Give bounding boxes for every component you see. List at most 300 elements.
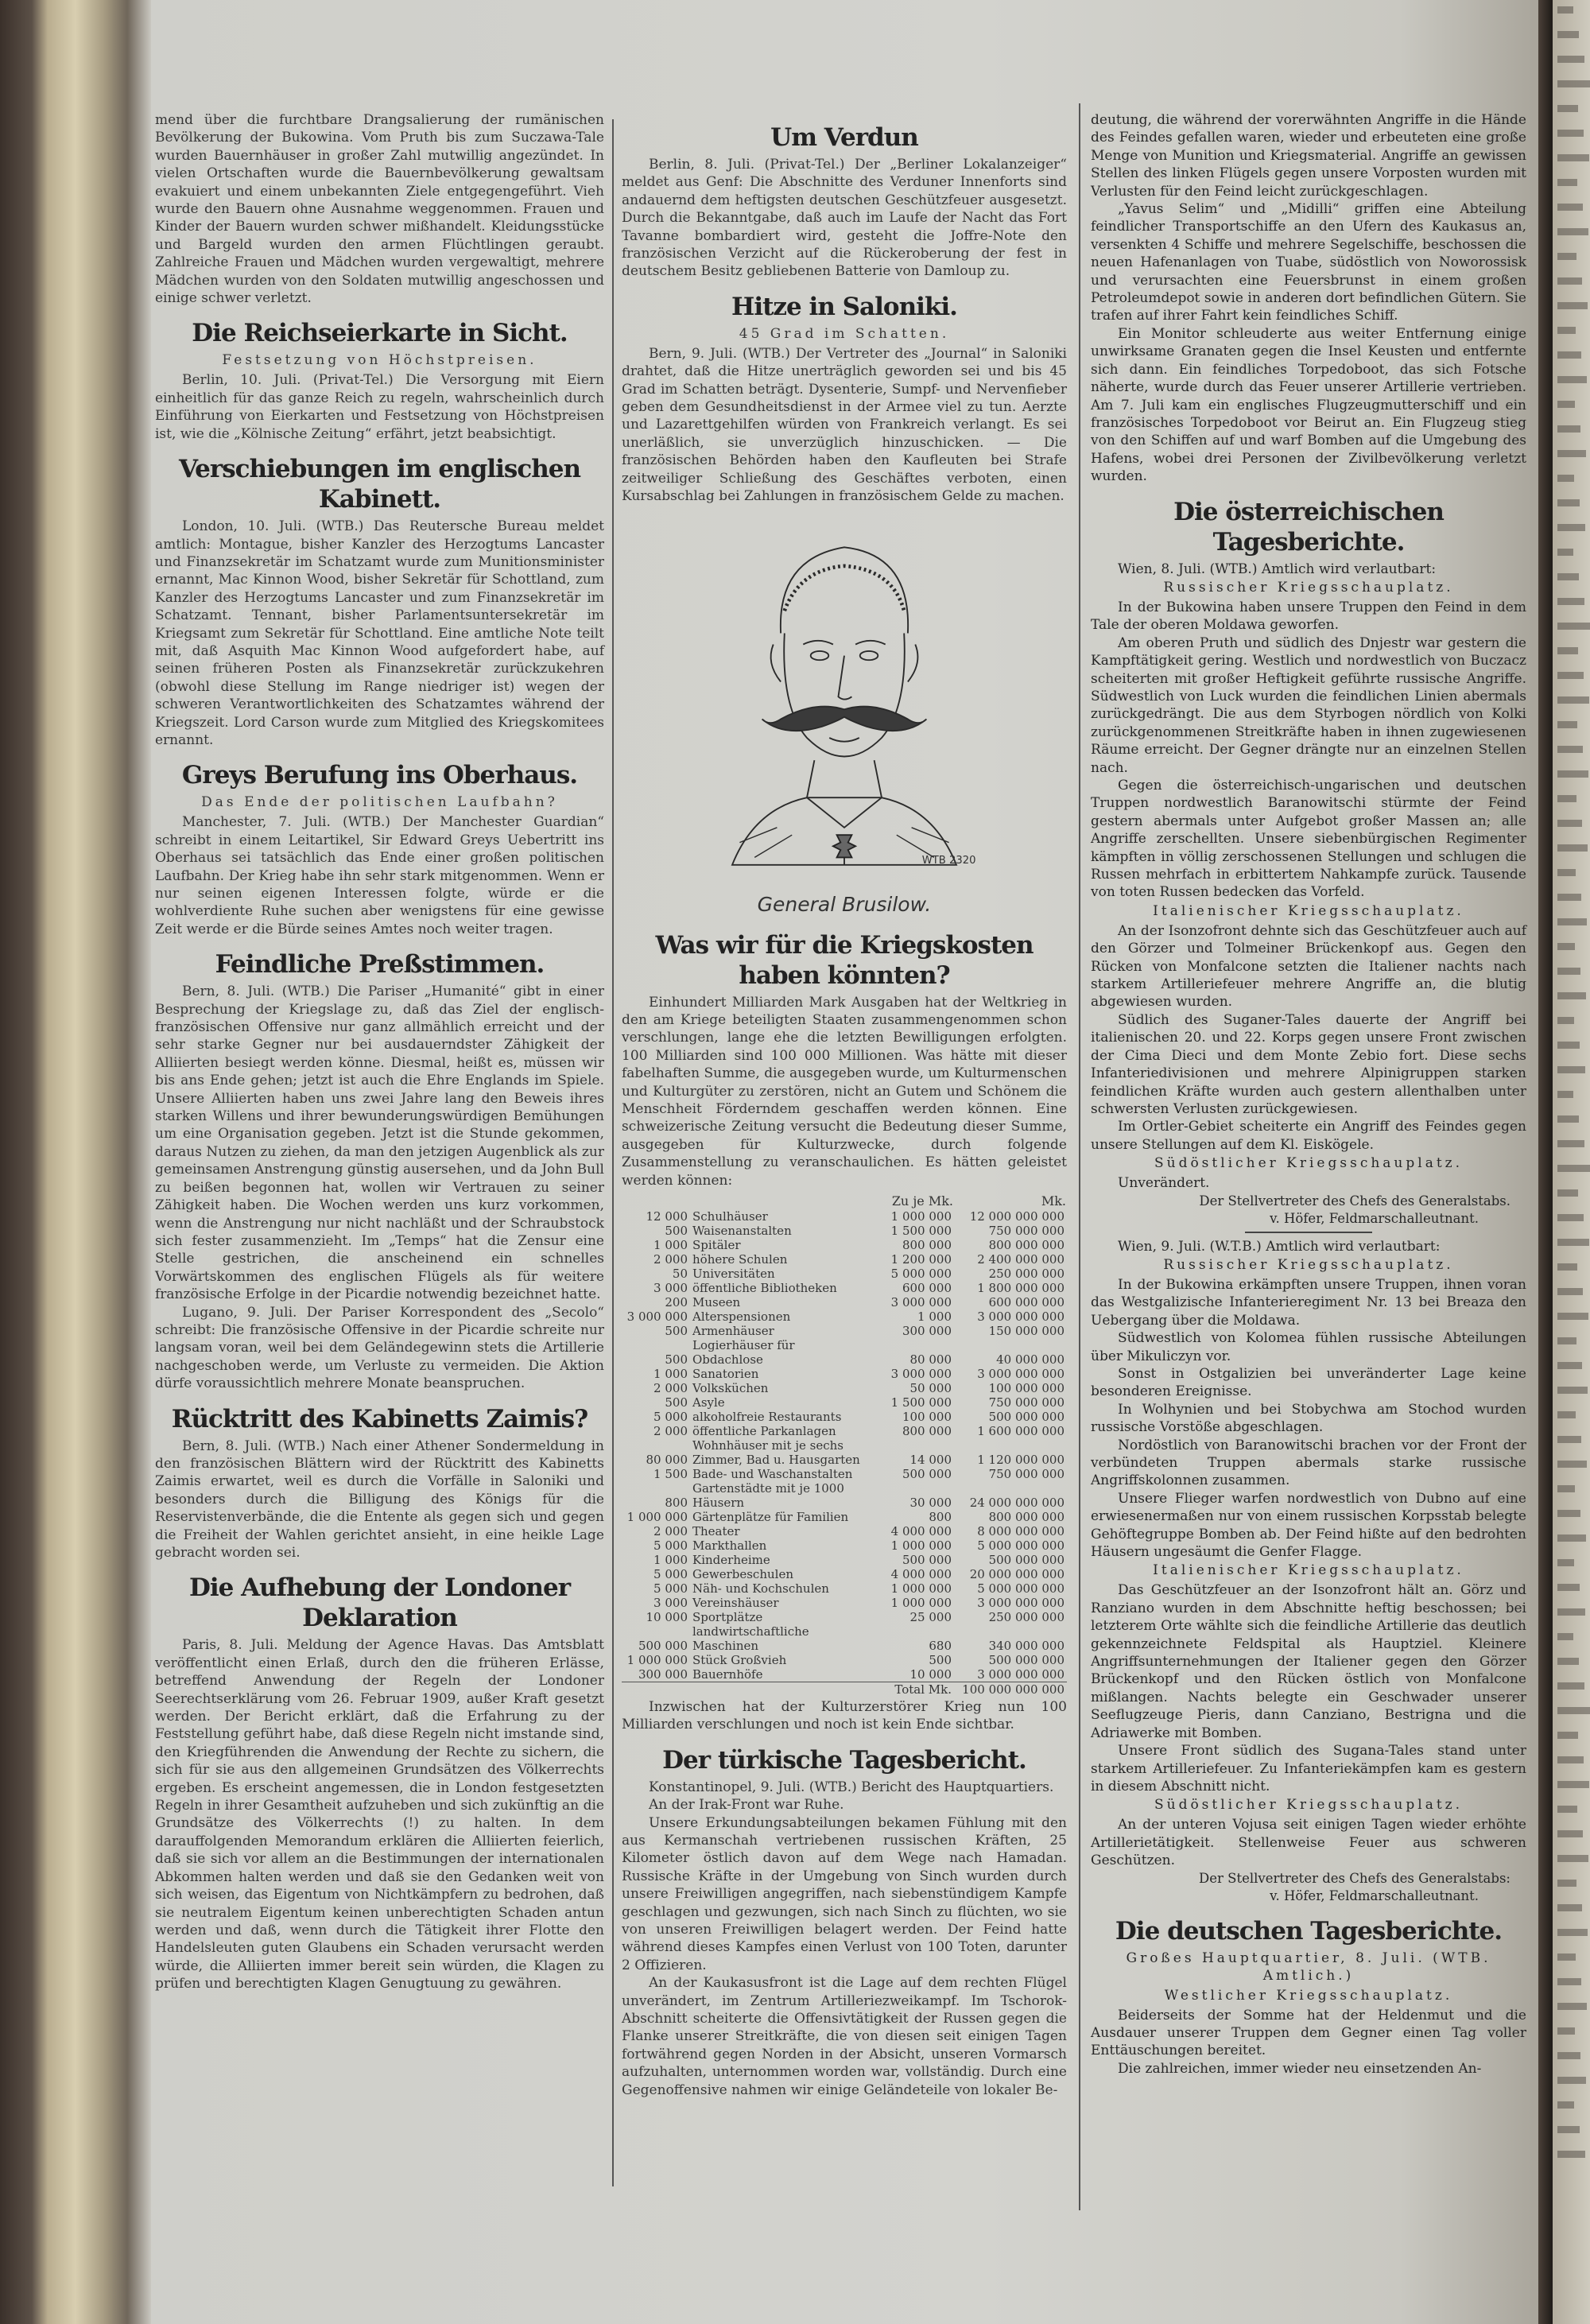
row-per-unit: 1 000 000 <box>890 1595 952 1610</box>
adjacent-page-text-fragment <box>1557 394 1590 419</box>
adjacent-page-text-fragment <box>1557 2021 1590 2046</box>
table-row <box>622 1510 1067 1524</box>
portrait-illustration <box>622 514 1067 919</box>
article-paragraph: Südwestlich von Kolomea fühlen russische Abteilungen über Mikuliczyn vor. <box>1091 1330 1526 1364</box>
adjacent-page-text-fragment <box>1557 813 1590 838</box>
row-count: 5 000 <box>653 1409 688 1424</box>
adjacent-page-text-fragment <box>1557 616 1590 641</box>
row-total: 500 000 000 <box>988 1409 1065 1424</box>
header-total: Mk. <box>1041 1193 1066 1209</box>
article-paragraph: Gegen die österreichisch-ungarischen und deutschen Truppen nordwestlich Baranowitschi stürmte der Feind gestern abermals unter Aufgebot großer Massen an; alle Angriffe zerschellten. Unsere siebenbürgischen Regimenter kämpften in völlig zerschossenen Stellungen und schlugen die Russen mehrfach in erbittertem Nahkampfe zurück. Tausende von toten Russen bedecken das Vorfeld. <box>1091 778 1526 901</box>
adjacent-page-text-fragment <box>1557 1183 1590 1208</box>
adjacent-page-text-fragment <box>1557 1701 1590 1725</box>
adjacent-page-text-fragment <box>1557 567 1590 592</box>
table-row <box>622 1438 1067 1467</box>
row-per-unit: 800 <box>929 1509 952 1524</box>
row-count: 200 <box>665 1294 688 1309</box>
table-row <box>622 1610 1067 1624</box>
article-paragraph: Bern, 8. Juli. (WTB.) Nach einer Athener Sondermeldung in den französischen Blättern wird der Rücktritt des Kabinetts Zaimis erwartet, weil es durch die Vorfälle in Saloniki und besonders durch die Billigung des Königs für die Reservistenverbände, die die Entente als gegen sich und gegen die Freiheit der Wahlen gerichtet ansieht, in eine heikle Lage gebracht worden sei. <box>155 1437 604 1561</box>
row-item: Asyle <box>692 1395 725 1410</box>
adjacent-page-text-fragment <box>1557 937 1590 961</box>
signature-line: Der Stellvertreter des Chefs des Generalstabs: <box>1199 1870 1510 1886</box>
article-paragraph: Unsere Erkundungsabteilungen bekamen Fühlung mit den aus Kermanschah vertriebenen russischen Kräften, 25 Kilometer östlich davon auf dem Wege nach Hamadan. Russische Kräfte in der Umgebung von Sinch wurden durch unsere Freiwilligen angegriffen, nach siebenstündigem Kampfe geschlagen und gezwungen, sich nach Sinch zu flüchten, wo sie von unseren Freiwilligen belagert werden. Der Feind hatte während dieses Kampfes einen Verlust von 100 Toten, darunter 2 Offizieren. <box>622 1814 1067 1973</box>
adjacent-page-text-fragment <box>1557 1134 1590 1158</box>
header-spacer <box>690 1193 870 1209</box>
article-headline: Der türkische Tagesbericht. <box>662 1745 1026 1775</box>
row-item: höhere Schulen <box>692 1251 788 1267</box>
row-count: 300 000 <box>638 1666 688 1682</box>
row-item: Theater <box>692 1523 740 1538</box>
article-paragraph: Im Ortler-Gebiet scheiterte ein Angriff des Feindes gegen unsere Stellungen auf dem Kl. Eiskögele. <box>1091 1119 1526 1153</box>
table-row <box>622 1538 1067 1553</box>
table-row <box>622 1424 1067 1438</box>
row-per-unit: 30 000 <box>909 1495 952 1510</box>
adjacent-page-text-fragment <box>1557 1627 1590 1651</box>
article-paragraph: Wien, 9. Juli. (W.T.B.) Amtlich wird verlautbart: <box>1118 1238 1441 1255</box>
table-row <box>622 1524 1067 1538</box>
article-headline: Hitze in Saloniki. <box>731 292 957 321</box>
row-item: Spitäler <box>692 1237 741 1252</box>
article-paragraph: Manchester, 7. Juli. (WTB.) Der Manchester Guardian“ schreibt in einem Leitartikel, Sir Edward Greys Uebertritt ins Oberhaus sei tatsächlich das Ende einer großen politischen Laufbahn. Der Krieg habe ihn sehr stark mitgenommen. Wenn er nur seinen eigenen Interessen folgte, würde er die wohlverdiente Ruhe suchen aber wenigstens für eine gewisse Zeit werde er die Bürde seines Amtes noch weiter tragen. <box>155 814 604 937</box>
row-per-unit: 800 000 <box>902 1237 952 1252</box>
row-item: Kinderheime <box>692 1552 770 1567</box>
row-item: Schulhäuser <box>692 1209 768 1224</box>
adjacent-page-text-fragment <box>1557 1454 1590 1479</box>
adjacent-page-text-fragment <box>1557 1750 1590 1775</box>
row-total: 750 000 000 <box>988 1395 1065 1410</box>
adjacent-page-text-fragment <box>1557 1282 1590 1306</box>
subheading: Südöstlicher Kriegsschauplatz. <box>1154 1797 1464 1814</box>
row-total: 3 000 000 000 <box>977 1366 1065 1381</box>
adjacent-page-text-fragment <box>1557 493 1590 518</box>
row-total: 3 000 000 000 <box>977 1666 1065 1682</box>
row-per-unit: 1 500 000 <box>890 1223 952 1238</box>
header-per-unit: Zu je Mk. <box>891 1193 953 1209</box>
article-paragraph: An der Isonzofront dehnte sich das Geschützfeuer auch auf den Görzer und Tolmeiner Brückenkopf aus. Gegen den Rücken von Monfalcone setzten die Italiener nachts nach starkem Artilleriefeuer mehrere Angriffe an, die blutig abgewiesen wurden. <box>1091 922 1526 1011</box>
row-per-unit: 100 000 <box>902 1409 952 1424</box>
adjacent-page-text-fragment <box>1557 1232 1590 1257</box>
cost-table-header <box>622 1193 1067 1209</box>
adjacent-page-text-fragment <box>1557 1528 1590 1553</box>
subheading: Festsetzung von Höchstpreisen. <box>222 352 537 369</box>
adjacent-page-text-fragment <box>1557 1257 1590 1282</box>
table-row <box>622 1381 1067 1395</box>
article-paragraph: Einhundert Milliarden Mark Ausgaben hat der Weltkrieg in den am Kriege beteiligten Staaten zusammengenommen schon verschlungen, lange ehe die letzten Bewilligungen erfolgten. 100 Milliarden sind 100 000 Millionen. Was hätte mit dieser fabelhaften Summe, die ausgegeben wurde, um Kulturmenschen und Kulturgüter zu zerstören, nicht an Gutem und Schönem die Menschheit Förderndem geschaffen werden können. Eine schweizerische Zeitung versucht die Bedeutung dieser Summe, ausgegeben für Kulturzwecke, durch folgende Zusammenstellung zu veranschaulichen. Es hätten geleistet werden können: <box>622 994 1067 1189</box>
adjacent-page-text-fragment <box>1557 1405 1590 1430</box>
adjacent-page-text-fragment <box>1557 2144 1590 2169</box>
column-rule <box>1079 103 1080 2210</box>
row-total: 24 000 000 000 <box>969 1495 1065 1510</box>
adjacent-page-text-fragment <box>1557 1824 1590 1849</box>
subheading: Russischer Kriegsschauplatz. <box>1163 579 1454 596</box>
adjacent-page-text-fragment <box>1557 222 1590 246</box>
table-row <box>622 1653 1067 1667</box>
row-item: Alterspensionen <box>692 1309 791 1324</box>
article-paragraph: Nordöstlich von Baranowitschi brachen vor der Front der verbündeten Truppen abermals starke russische Angriffskolonnen zusammen. <box>1091 1437 1526 1489</box>
adjacent-page-text-fragment <box>1557 961 1590 986</box>
subheading: Südöstlicher Kriegsschauplatz. <box>1154 1155 1464 1172</box>
row-item: Gartenstädte mit je 1000 Häusern <box>692 1480 844 1510</box>
article-paragraph: Wien, 8. Juli. (WTB.) Amtlich wird verlautbart: <box>1118 561 1437 577</box>
row-item: Sportplätze <box>692 1609 763 1624</box>
adjacent-page-text-fragment <box>1557 0 1590 25</box>
adjacent-page-text-fragment <box>1557 25 1590 49</box>
row-count: 3 000 000 <box>626 1309 688 1324</box>
row-total: 750 000 000 <box>988 1466 1065 1481</box>
row-count: 2 000 <box>653 1380 688 1395</box>
adjacent-page-text-fragment <box>1557 2095 1590 2120</box>
row-per-unit: 600 000 <box>902 1280 952 1295</box>
row-count: 500 <box>665 1395 688 1410</box>
row-per-unit: 14 000 <box>909 1452 952 1467</box>
adjacent-page-text-fragment <box>1557 1676 1590 1701</box>
adjacent-page-text-fragment <box>1557 715 1590 739</box>
article-paragraph: Unsere Front südlich des Sugana-Tales stand unter starkem Artilleriefeuer. Zu Infanteriekämpfen kam es gestern in diesem Abschnitt nicht. <box>1091 1743 1526 1794</box>
adjacent-page-text-fragment <box>1557 592 1590 616</box>
table-row <box>622 1209 1067 1224</box>
row-item: Waisenanstalten <box>692 1223 792 1238</box>
row-count: 500 000 <box>638 1638 688 1653</box>
row-item: Universitäten <box>692 1266 775 1281</box>
row-total: 20 000 000 000 <box>969 1566 1065 1581</box>
adjacent-page-text-fragment <box>1557 1060 1590 1084</box>
signature-name: v. Höfer, Feldmarschalleutnant. <box>1270 1210 1479 1226</box>
column-rule <box>612 119 614 2186</box>
table-row <box>622 1553 1067 1567</box>
article-headline: Rücktritt des Kabinetts Zaimis? <box>171 1404 588 1434</box>
adjacent-page-text-fragment <box>1557 986 1590 1011</box>
adjacent-page-text-fragment <box>1557 1577 1590 1602</box>
row-count: 12 000 <box>646 1209 688 1224</box>
row-item: Näh- und Kochschulen <box>692 1581 829 1596</box>
adjacent-page-text-fragment <box>1557 345 1590 370</box>
article-paragraph: Lugano, 9. Juli. Der Pariser Korrespondent des „Secolo“ schreibt: Die französische Offensive in der Picardie schreite nur langsam voran, weil bei dem Geländegewinn stets die Artillerie nachgeschoben werde, um Verluste zu vermeiden. Die Aktion dürfe voraussichtlich mehrere Monate beanspruchen. <box>155 1304 604 1392</box>
row-item: alkoholfreie Restaurants <box>692 1409 842 1424</box>
adjacent-page-text-fragment <box>1557 1158 1590 1183</box>
row-count: 5 000 <box>653 1581 688 1596</box>
table-row <box>622 1338 1067 1367</box>
row-count: 800 <box>665 1495 688 1510</box>
article-paragraph: In der Bukowina haben unsere Truppen den Feind in dem Tale der oberen Moldawa geworfen. <box>1091 599 1526 634</box>
article-paragraph: Unverändert. <box>1118 1175 1210 1192</box>
adjacent-page-edge <box>1553 0 1590 2324</box>
article-paragraph: Am oberen Pruth und südlich des Dnjestr war gestern die Kampftätigkeit gering. Westlich und nordwestlich von Buczacz scheiterten mit großer Heftigkeit geführte russische Angriffe. Südwestlich von Luck wurden die feindlichen Linien abermals zurückgedrängt. Die aus dem Styrbogen nördlich von Kolki zurückgenommenen Streitkräfte haben in ihnen zugewiesenen Räume erreicht. Der Gegner drängte nur an einzelnen Stellen nach. <box>1091 634 1526 776</box>
adjacent-page-text-fragment <box>1557 838 1590 863</box>
adjacent-page-text-fragment <box>1557 542 1590 567</box>
adjacent-page-text-fragment <box>1557 1898 1590 1922</box>
adjacent-page-text-fragment <box>1557 49 1590 74</box>
article-headline: Die deutschen Tagesberichte. <box>1115 1916 1503 1946</box>
adjacent-page-text-fragment <box>1557 1873 1590 1898</box>
adjacent-page-text-fragment <box>1557 863 1590 887</box>
row-per-unit: 500 <box>929 1652 952 1667</box>
article-paragraph: deutung, die während der vorerwähnten Angriffe in die Hände des Feindes gefallen waren, wieder und erbeuteten eine große Menge von Munition und Kriegsmaterial. Angriffe an gewissen Stellen des linken Flügels gegen unsere Vorposten wurden mit Verlusten für den Feind leicht zurückgeschlagen. <box>1091 112 1526 200</box>
adjacent-page-text-fragment <box>1557 444 1590 468</box>
adjacent-page-text-fragment <box>1557 641 1590 665</box>
subheading: Großes Hauptquartier, 8. Juli. (WTB. Amtlich.) <box>1126 1950 1491 1984</box>
article-paragraph: Die zahlreichen, immer wieder neu einsetzenden An- <box>1118 2060 1482 2077</box>
adjacent-page-text-fragment <box>1557 419 1590 444</box>
subheading: Italienischer Kriegsschauplatz. <box>1153 902 1464 919</box>
adjacent-page-text-fragment <box>1557 764 1590 789</box>
artist-signature: WTB 2320 <box>921 854 976 867</box>
row-count: 2 000 <box>653 1423 688 1438</box>
article-headline: Um Verdun <box>770 123 918 152</box>
row-per-unit: 1 500 000 <box>890 1395 952 1410</box>
adjacent-page-text-fragment <box>1557 1775 1590 1799</box>
row-count: 1 000 <box>653 1366 688 1381</box>
row-count: 3 000 <box>653 1595 688 1610</box>
adjacent-page-text-fragment <box>1557 2120 1590 2144</box>
row-item: Logierhäuser für Obdachlose <box>692 1337 795 1367</box>
page-gutter <box>1538 0 1553 2324</box>
subheading: Russischer Kriegsschauplatz. <box>1163 1256 1454 1273</box>
article-paragraph: Sonst in Ostgalizien bei unveränderter Lage keine besonderen Ereignisse. <box>1091 1365 1526 1400</box>
row-item: Sanatorien <box>692 1366 759 1381</box>
row-count: 1 000 000 <box>626 1652 688 1667</box>
table-row <box>622 1567 1067 1581</box>
separator-rule <box>1245 1232 1372 1233</box>
column-middle <box>622 111 1067 2099</box>
adjacent-page-text-fragment <box>1557 1602 1590 1627</box>
table-row <box>622 1410 1067 1424</box>
article-paragraph: mend über die furchtbare Drangsalierung der rumänischen Bevölkerung der Bukowina. Vom Pruth bis zum Suczawa-Tale wurden Bauernhäuser in großer Zahl mutwillig angezündet. In vielen Ortschaften wurde die Bauernbevölkerung gewaltsam evakuiert und einem unbekannten Ziele entgegengeführt. Vieh wurde den Bauern ohne Ausnahme weggenommen. Frauen und Kinder der Bauern wurden schwer mißhandelt. Kleidungsstücke und Bargeld wurden den armen Flüchtlingen geraubt. Zahlreiche Frauen und Mädchen wurden vergewaltigt, mehrere Mädchen wurden von den Soldaten mutwillig angeschossen und einige schwer verletzt. <box>155 112 604 307</box>
article-paragraph: Konstantinopel, 9. Juli. (WTB.) Bericht des Hauptquartiers. <box>649 1779 1054 1795</box>
row-per-unit: 5 000 000 <box>890 1266 952 1281</box>
adjacent-page-text-fragment <box>1557 320 1590 345</box>
row-per-unit: 3 000 000 <box>890 1294 952 1309</box>
table-row <box>622 1367 1067 1381</box>
adjacent-page-text-fragment <box>1557 1849 1590 1873</box>
adjacent-page-text-fragment <box>1557 1651 1590 1676</box>
row-total: 340 000 000 <box>988 1638 1065 1653</box>
adjacent-page-text-fragment <box>1557 370 1590 394</box>
row-count: 1 500 <box>653 1466 688 1481</box>
row-item: Vereinshäuser <box>692 1595 779 1610</box>
portrait-caption: General Brusilow. <box>757 892 932 916</box>
row-total: 800 000 000 <box>988 1237 1065 1252</box>
row-item: Bade- und Waschanstalten <box>692 1466 853 1481</box>
row-per-unit: 500 000 <box>902 1466 952 1481</box>
row-count: 2 000 <box>653 1523 688 1538</box>
adjacent-page-text-fragment <box>1557 1479 1590 1503</box>
row-total: 750 000 000 <box>988 1223 1065 1238</box>
adjacent-page-text-fragment <box>1557 1947 1590 1972</box>
row-per-unit: 1 000 <box>917 1309 952 1324</box>
adjacent-page-text-fragment <box>1557 2046 1590 2070</box>
table-total-row <box>622 1682 1067 1697</box>
article-headline: Die Aufhebung der Londoner Deklaration <box>188 1573 571 1633</box>
table-row <box>622 1481 1067 1510</box>
row-per-unit: 1 000 000 <box>890 1209 952 1224</box>
row-per-unit: 10 000 <box>909 1666 952 1682</box>
row-total: 1 600 000 000 <box>977 1423 1065 1438</box>
article-paragraph: Das Geschützfeuer an der Isonzofront hält an. Görz und Ranziano wurden in dem Abschnitte heftig beschossen; bei letzterem Orte wählte sich die feindliche Artillerie das deutlich gekennzeichnete Feldspital als Hauptziel. Kleinere Angriffsunternehmungen der Italiener gegen den Görzer Brückenkopf und den Rücken östlich von Monfalcone mißlangen. Nachts belegte ein Geschwader unserer Seeflugzeuge Pieris, dann Canziano, Bestrigna und die Adriawerke mit Bomben. <box>1091 1582 1526 1741</box>
row-total: 5 000 000 000 <box>977 1581 1065 1596</box>
row-total: 250 000 000 <box>988 1609 1065 1624</box>
table-row <box>622 1395 1067 1410</box>
row-total: 100 000 000 <box>988 1380 1065 1395</box>
row-count: 80 000 <box>646 1452 688 1467</box>
article-paragraph: Inzwischen hat der Kulturzerstörer Krieg nun 100 Milliarden verschlungen und noch ist kein Ende sichtbar. <box>622 1698 1067 1733</box>
adjacent-page-text-fragment <box>1557 912 1590 937</box>
adjacent-page-text-fragment <box>1557 1972 1590 1996</box>
adjacent-page-text-fragment <box>1557 690 1590 715</box>
subheading: 45 Grad im Schatten. <box>739 325 950 342</box>
row-total: 5 000 000 000 <box>977 1538 1065 1553</box>
article-paragraph: Beiderseits der Somme hat der Heldenmut und die Ausdauer unserer Truppen dem Gegner einen Tag voller Enttäuschungen bereitet. <box>1091 2007 1526 2059</box>
signature-name: v. Höfer, Feldmarschalleutnant. <box>1270 1888 1479 1903</box>
article-paragraph: Bern, 9. Juli. (WTB.) Der Vertreter des „Journal“ in Saloniki drahtet, daß die Hitze unerträglich geworden sei und bis 45 Grad im Schatten beträgt. Dysenterie, Sumpf- und Nervenfieber geben dem Gesundheitsdienst in der Armee viel zu tun. Aerzte und Lazarettgehilfen würden von Frankreich verlangt. Es sei unerläßlich, sie unverzüglich hinzuschicken. — Die französischen Behörden haben den Kaufleuten bei Strafe zeitweiliger Schließung des Geschäftes verboten, einen Kursabschlag bei Zahlungen in französischem Gelde zu machen. <box>622 345 1067 505</box>
row-per-unit: 50 000 <box>909 1380 952 1395</box>
table-row <box>622 1295 1067 1309</box>
row-total: 12 000 000 000 <box>969 1209 1065 1224</box>
adjacent-page-text-fragment <box>1557 1725 1590 1750</box>
adjacent-page-text-fragment <box>1557 1331 1590 1356</box>
row-total: 2 400 000 000 <box>977 1251 1065 1267</box>
total-value: 100 000 000 000 <box>954 1682 1067 1697</box>
portrait-drawing-icon <box>705 514 983 887</box>
table-row <box>622 1309 1067 1324</box>
total-label: Total Mk. <box>870 1682 954 1697</box>
adjacent-page-text-fragment <box>1557 739 1590 764</box>
article-paragraph: Unsere Flieger warfen nordwestlich von Dubno auf eine erwiesenermaßen nur von einem russischen Korpsstab belegte Gehöftegruppe Bomben ab. Der Feind hißte auf den bedrohten Häusern ungesäumt die Genfer Flagge. <box>1091 1490 1526 1561</box>
row-per-unit: 3 000 000 <box>890 1366 952 1381</box>
row-count: 500 <box>665 1223 688 1238</box>
header-spacer <box>622 1193 690 1209</box>
adjacent-page-text-fragment <box>1557 468 1590 493</box>
adjacent-page-text-fragment <box>1557 518 1590 542</box>
adjacent-page-text-fragment <box>1557 1553 1590 1577</box>
adjacent-page-text-fragment <box>1557 1306 1590 1331</box>
row-total: 3 000 000 000 <box>977 1309 1065 1324</box>
article-paragraph: Südlich des Suganer-Tales dauerte der Angriff bei italienischen 20. und 22. Korps gegen unsere Front zwischen der Cima Dieci und dem Monte Zebio fort. Diese sechs Infanteriedivisionen und mehrere Alpinigruppen starken feindlichen Kräfte wurden auch gestern allenthalben unter schwersten Verlusten zurückgewiesen. <box>1091 1011 1526 1117</box>
adjacent-page-text-fragment <box>1557 1430 1590 1454</box>
row-per-unit: 680 <box>929 1638 952 1653</box>
table-row <box>622 1596 1067 1610</box>
row-item: Stück Großvieh <box>692 1652 787 1667</box>
adjacent-page-text-fragment <box>1557 1109 1590 1134</box>
table-row <box>622 1224 1067 1238</box>
row-item: öffentliche Bibliotheken <box>692 1280 837 1295</box>
article-paragraph: London, 10. Juli. (WTB.) Das Reutersche Bureau meldet amtlich: Montague, bisher Kanzler des Herzogtums Lancaster und Finanzsekretär im Schatzamt wurde zum Munitionsminister ernannt, Mac Kinnon Wood, bisher Sekretär für Schottland, zum Kanzler des Herzogtums Lancaster und zum Finanzsekretär im Schatzamt. Tennant, bisher Parlamentsuntersekretär im Kriegsamt zum Sekretär für Schottland. Eine amtliche Note teilt mit, daß Asquith Mac Kinnon Wood aufgefordert habe, auf seinen früheren Posten als Finanzsekretär zurückzukehren (obwohl diese Stellung im Range niedriger ist) wegen der schweren Verantwortlichkeiten des Schatzamtes während der Kriegszeit. Lord Carson wurde zum Mitglied des Kriegskomitees ernannt. <box>155 518 604 748</box>
adjacent-page-text-fragment <box>1557 1799 1590 1824</box>
table-row <box>622 1281 1067 1295</box>
row-count: 1 000 <box>653 1237 688 1252</box>
article-paragraph: Ein Monitor schleuderte aus weiter Entfernung einige unwirksame Granaten gegen die Insel Keusten und entfernte sich dann. Ein feindliches Torpedoboot, das sich Fotsche näherte, wurde durch das Feuer unserer Artillerie vertrieben. Am 7. Juli kam ein englisches Flugzeugmutterschiff und ein französisches Torpedoboot vor Beirut an. Ein Flugzeug stieg von den Schiffen auf und warf Bomben auf die Umgebung des Hafens, wobei drei Personen der Zivilbevölkerung verletzt wurden. <box>1091 325 1526 485</box>
article-headline: Verschiebungen im englischen Kabinett. <box>178 455 581 514</box>
row-count: 2 000 <box>653 1251 688 1267</box>
row-item: Bauernhöfe <box>692 1666 763 1682</box>
adjacent-page-text-fragment <box>1557 1208 1590 1232</box>
table-row <box>622 1238 1067 1252</box>
article-headline: Was wir für die Kriegskosten haben könnten? <box>655 930 1034 990</box>
column-left <box>155 111 604 1993</box>
row-total: 8 000 000 000 <box>977 1523 1065 1538</box>
row-count: 500 <box>665 1352 688 1367</box>
article-headline: Die österreichischen Tagesberichte. <box>1173 497 1444 557</box>
total-spacer <box>690 1682 870 1697</box>
adjacent-page-text-fragment <box>1557 271 1590 296</box>
row-total: 800 000 000 <box>988 1509 1065 1524</box>
row-per-unit: 25 000 <box>909 1609 952 1624</box>
row-item: Museen <box>692 1294 741 1309</box>
article-paragraph: „Yavus Selim“ und „Midilli“ griffen eine Abteilung feindlicher Transportschiffe an den Ufern des Kaukasus an, versenkten 4 Schiffe und mehrere Segelschiffe, beschossen die neuen Hafenanlagen von Tuabe, südöstlich von Noworossisk und verursachten eine Feuersbrunst in einem großen Petroleumdepot sowie in anderen dort befindlichen Gütern. Sie trafen auf ihrer Fahrt kein feindliches Schiff. <box>1091 201 1526 324</box>
adjacent-page-text-fragment <box>1557 197 1590 222</box>
article-paragraph: In Wolhynien und bei Stobychwa am Stochod wurden russische Vorstöße abgeschlagen. <box>1091 1401 1526 1436</box>
subheading: Das Ende der politischen Laufbahn? <box>201 794 558 811</box>
row-per-unit: 500 000 <box>902 1552 952 1567</box>
row-total: 1 800 000 000 <box>977 1280 1065 1295</box>
article-paragraph: Paris, 8. Juli. Meldung der Agence Havas. Das Amtsblatt veröffentlicht einen Erlaß, durch den die früheren Erlässe, betreffend Anwendung der Regeln der Londoner Seerechtserklärung vom 26. Februar 1909, außer Kraft gesetzt werden. Der Bericht erklärt, daß die Erfahrung zu der Feststellung geführt habe, daß diese Regeln nicht imstande sind, den Kriegführenden die Anwendung der Rechte zu sichern, die sich für sie aus den allgemeinen Grundsätzen des Völkerrechts ergeben. Es erscheint angemessen, die in London festgesetzten Regeln in ihrer Gesamtheit aufzuheben und sich zukünftig an die Grundsätze des Völkerrechts (!) zu halten. In dem darauffolgenden Memorandum erklären die Alliierten feierlich, daß sie sich vor allem an die Bestimmungen der internationalen Abkommen halten werden und daß sie den Gedanken weit von sich weisen, das Eigentum von Nichtkämpfern zu bedrohen, daß sie neutralem Eigentum keinen unberechtigten Schaden antun werden und daß, wenn durch die Tätigkeit ihrer Flotte den Handelsleuten guten Glaubens ein Schaden verursacht werden würde, die Alliierten immer bereit sein würden, die Klagen zu prüfen und berechtigten Klagen Genugtuung zu gewähren. <box>155 1637 604 1992</box>
row-per-unit: 1 000 000 <box>890 1581 952 1596</box>
adjacent-page-text-fragment <box>1557 123 1590 148</box>
adjacent-page-text-fragment <box>1557 1356 1590 1380</box>
row-item: öffentliche Parkanlagen <box>692 1423 836 1438</box>
article-headline: Feindliche Preßstimmen. <box>215 950 545 980</box>
row-item: Wohnhäuser mit je sechs Zimmer, Bad u. Hausgarten <box>692 1437 860 1467</box>
row-count: 1 000 000 <box>626 1509 688 1524</box>
row-total: 500 000 000 <box>988 1552 1065 1567</box>
row-total: 1 120 000 000 <box>977 1452 1065 1467</box>
table-row <box>622 1467 1067 1481</box>
adjacent-page-text-fragment <box>1557 1380 1590 1405</box>
column-right <box>1091 111 1526 2078</box>
table-row <box>622 1581 1067 1596</box>
article-paragraph: Bern, 8. Juli. (WTB.) Die Pariser „Humanité“ gibt in einer Besprechung der Kriegslage zu, daß das Ziel der englisch-französischen Offensive nur ganz allmählich erreicht und der sehr starke Gegner nur bei ausdauerndster Zähigkeit der Alliierten besiegt werden könne. Diesmal, heißt es, müssen wir bis ans Ende gehen; jetzt ist auch die Ehre Englands im Spiele. Unsere Alliierten haben uns zwei Jahre lang den Beweis ihres starken Willens und ihrer bewunderungswürdigen Bemühungen um eine Organisation gegeben. Jetzt ist die Stunde gekommen, daraus Nutzen zu ziehen, da man den jetzigen Augenblick als zur gemeinsamen Anstrengung günstig ausersehen, und da John Bull zu beißen begonnen hat, wollen wir Vertrauen zu seiner Zähigkeit haben. Die Wochen werden uns kurz vorkommen, wenn die Anstrengung nur nicht nachläßt und der Schraubstock sich fester zusammenzieht. Im „Temps“ hat die Zensur eine Stelle gestrichen, die anscheinend ein schnelles Vorwärtskommen des englischen Flügels als für weitere französische Erfolge in der Picardie notwendig bezeichnet hatte. <box>155 984 604 1303</box>
article-paragraph: An der unteren Vojusa seit einigen Tagen wieder erhöhte Artillerietätigkeit. Stellenweise Feuer aus schweren Geschützen. <box>1091 1817 1526 1869</box>
row-count: 5 000 <box>653 1538 688 1553</box>
row-per-unit: 1 000 000 <box>890 1538 952 1553</box>
row-item: Markthallen <box>692 1538 767 1553</box>
article-paragraph: An der Irak-Front war Ruhe. <box>649 1797 844 1814</box>
row-total: 150 000 000 <box>988 1323 1065 1338</box>
book-binding <box>0 0 151 2324</box>
article-paragraph: Berlin, 10. Juli. (Privat-Tel.) Die Versorgung mit Eiern einheitlich für das ganze Reich zu regeln, wahrscheinlich durch Einführung von Eierkarten und Festsetzung von Höchstpreisen ist, wie die „Kölnische Zeitung“ erfährt, jetzt beabsichtigt. <box>155 372 604 442</box>
table-row <box>622 1252 1067 1267</box>
table-row <box>622 1324 1067 1338</box>
cost-table <box>622 1193 1067 1697</box>
row-total: 500 000 000 <box>988 1652 1065 1667</box>
adjacent-page-text-fragment <box>1557 173 1590 197</box>
row-per-unit: 300 000 <box>902 1323 952 1338</box>
adjacent-page-text-fragment <box>1557 1011 1590 1035</box>
row-count: 3 000 <box>653 1280 688 1295</box>
article-paragraph: An der Kaukasusfront ist die Lage auf dem rechten Flügel unverändert, im Zentrum Artilleriezweikampf. Im Tschorok-Abschnitt scheiterte die Offensivtätigkeit der Russen gegen die Flanke unserer Streitkräfte, die von diesen seit einigen Tagen fortwährend gegen Norden in der Absicht, unseren Vormarsch aufzuhalten, unternommen worden war, vollständig. Durch eine Gegenoffensive nahmen wir einige Geländeteile von lokaler Be- <box>622 1975 1067 2098</box>
adjacent-page-text-fragment <box>1557 148 1590 173</box>
adjacent-page-text-fragment <box>1557 74 1590 99</box>
row-per-unit: 80 000 <box>909 1352 952 1367</box>
row-item: Gärtenplätze für Familien <box>692 1509 849 1524</box>
row-per-unit: 4 000 000 <box>890 1523 952 1538</box>
adjacent-page-text-fragment <box>1557 665 1590 690</box>
subheading: Westlicher Kriegsschauplatz. <box>1164 1987 1453 2004</box>
row-count: 50 <box>672 1266 688 1281</box>
row-total: 600 000 000 <box>988 1294 1065 1309</box>
adjacent-page-text-fragment <box>1557 1084 1590 1109</box>
adjacent-page-text-fragment <box>1557 296 1590 320</box>
row-per-unit: 800 000 <box>902 1423 952 1438</box>
adjacent-page-text-fragment <box>1557 99 1590 123</box>
adjacent-page-text-fragment <box>1557 1035 1590 1060</box>
row-count: 10 000 <box>646 1609 688 1624</box>
row-per-unit: 4 000 000 <box>890 1566 952 1581</box>
adjacent-page-text-fragment <box>1557 1922 1590 1947</box>
adjacent-page-text-fragment <box>1557 887 1590 912</box>
adjacent-page-text-fragment <box>1557 1503 1590 1528</box>
adjacent-page-text-fragment <box>1557 2070 1590 2095</box>
row-count: 5 000 <box>653 1566 688 1581</box>
